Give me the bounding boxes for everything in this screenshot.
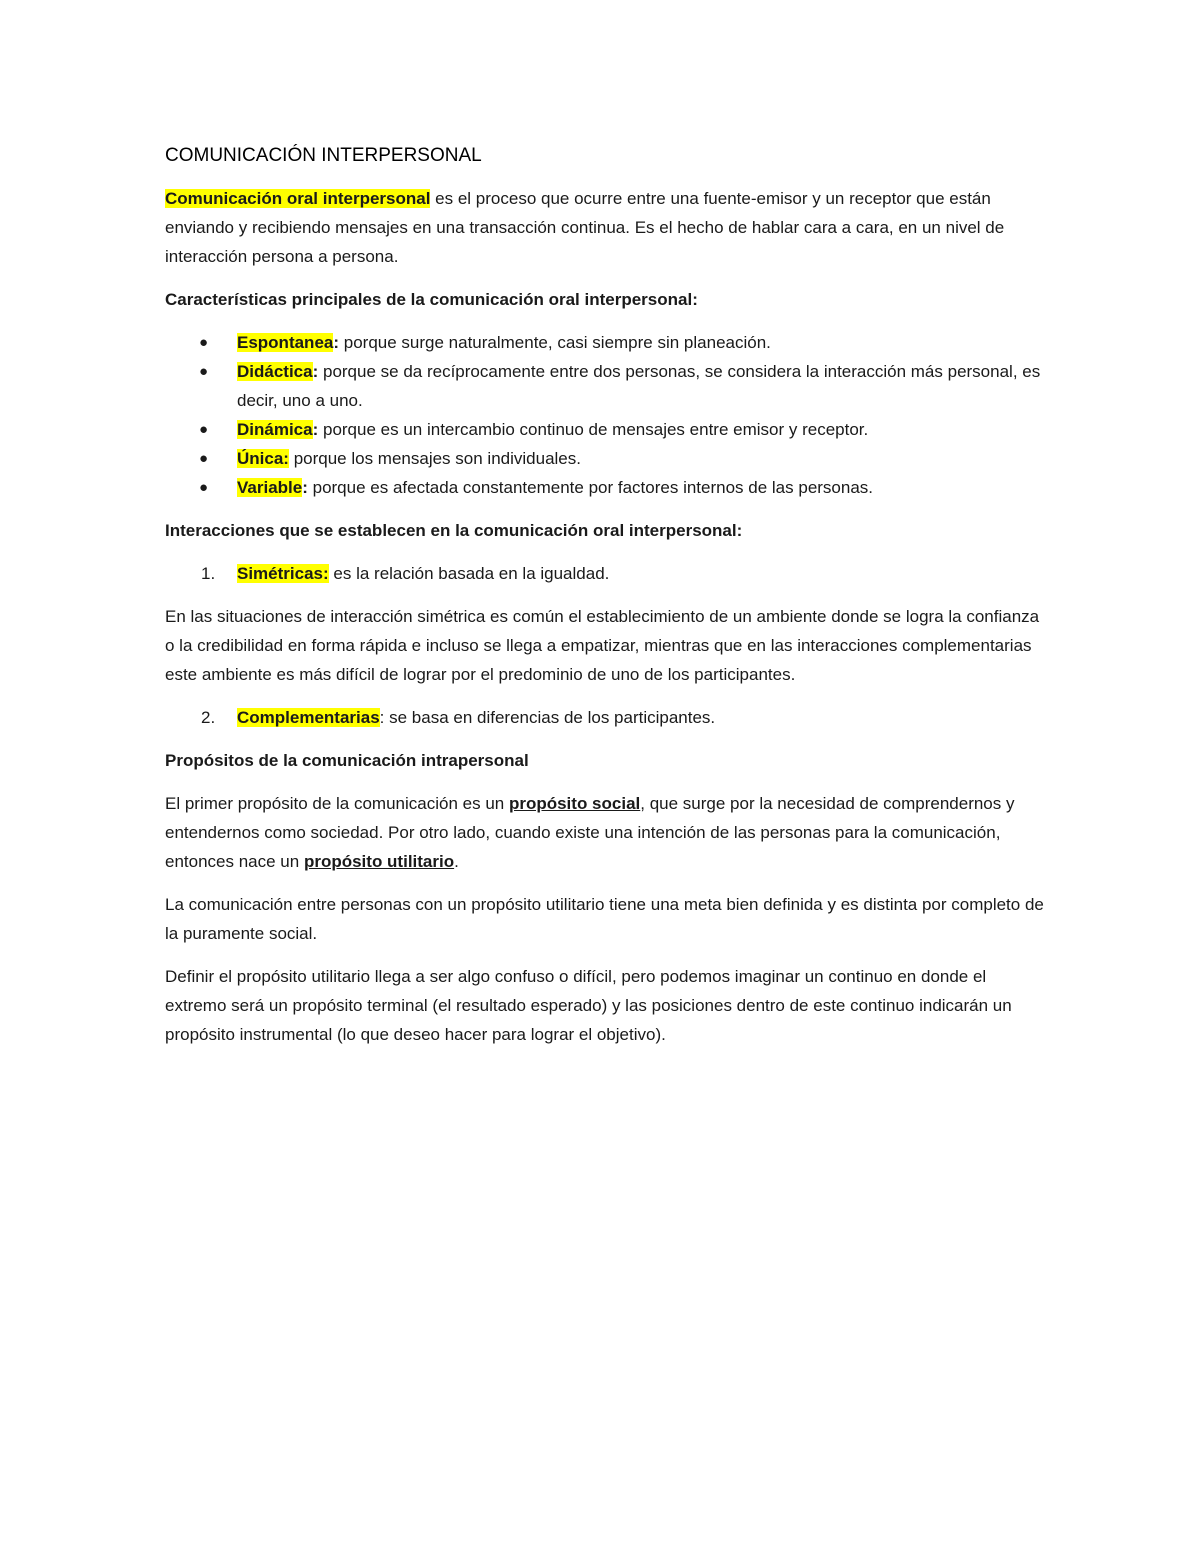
item-text: porque es afectada constantemente por factores internos de las personas. xyxy=(307,478,874,497)
document-page xyxy=(165,142,1045,1063)
item-text: porque los mensajes son individuales. xyxy=(288,449,581,468)
intro-term: Comunicación oral interpersonal xyxy=(165,189,431,208)
text-segment: El primer propósito de la comunicación es un xyxy=(165,794,509,813)
text-segment: , que surge por la necesidad de comprendernos y entendernos como sociedad. Por otro lado, cuando existe una intención de las personas para la comunicación, entonces nace un xyxy=(165,794,1015,871)
list-item xyxy=(165,559,1045,588)
list-item xyxy=(165,473,1045,502)
characteristics-list xyxy=(165,328,1045,502)
interactions-heading: Interacciones que se establecen en la comunicación oral interpersonal: xyxy=(165,521,743,540)
item-term: Única: xyxy=(237,449,289,468)
item-sep: : xyxy=(333,333,340,352)
item-text: porque se da recíprocamente entre dos personas, se considera la interacción más personal, es decir, uno a uno. xyxy=(237,362,1041,410)
item-text: es la relación basada en la igualdad. xyxy=(328,564,610,583)
item-text: porque es un intercambio continuo de mensajes entre emisor y receptor. xyxy=(318,420,869,439)
item-number: 2. xyxy=(201,708,216,727)
item-term: Complementarias xyxy=(237,708,380,727)
purposes-paragraph-3: Definir el propósito utilitario llega a ser algo confuso o difícil, pero podemos imaginar un continuo en donde el extremo será un propósito terminal (el resultado esperado) y las posiciones dentro de este continuo indicarán un propósito instrumental (lo que deseo hacer para lograr el objetivo). xyxy=(165,967,1012,1044)
item-number: 1. xyxy=(201,564,216,583)
list-item xyxy=(165,703,1045,732)
utilitarian-purpose-term: propósito utilitario xyxy=(303,852,455,871)
characteristics-heading: Características principales de la comunicación oral interpersonal: xyxy=(165,290,698,309)
list-item xyxy=(165,415,1045,444)
intro-text: es el proceso que ocurre entre una fuente-emisor y un receptor que están enviando y recibiendo mensajes en una transacción continua. Es el hecho de hablar cara a cara, en un nivel de interacción persona a persona. xyxy=(165,189,1005,266)
bullet-icon: ● xyxy=(199,363,209,380)
bullet-icon: ● xyxy=(199,334,209,351)
purposes-paragraph-2: La comunicación entre personas con un propósito utilitario tiene una meta bien definida y es distinta por completo de la puramente social. xyxy=(165,895,1044,943)
interactions-list-1 xyxy=(165,559,1045,588)
purposes-paragraph-1 xyxy=(165,789,1045,876)
interactions-list-2 xyxy=(165,703,1045,732)
item-term: Variable xyxy=(237,478,303,497)
item-text: porque surge naturalmente, casi siempre sin planeación. xyxy=(339,333,771,352)
list-item xyxy=(165,444,1045,473)
list-item xyxy=(165,328,1045,357)
purposes-heading: Propósitos de la comunicación intrapersonal xyxy=(165,751,529,770)
social-purpose-term: propósito social xyxy=(508,794,641,813)
item-term: Espontanea xyxy=(237,333,334,352)
text-segment: . xyxy=(454,852,459,871)
item-text: : se basa en diferencias de los participantes. xyxy=(379,708,716,727)
bullet-icon: ● xyxy=(199,450,209,467)
bullet-icon: ● xyxy=(199,479,209,496)
intro-paragraph xyxy=(165,184,1045,271)
item-sep: : xyxy=(312,420,319,439)
item-term: Didáctica xyxy=(237,362,313,381)
item-sep: : xyxy=(302,478,308,497)
item-term: Dinámica xyxy=(237,420,313,439)
bullet-icon: ● xyxy=(199,421,209,438)
item-sep: : xyxy=(312,362,319,381)
document-title: COMUNICACIÓN INTERPERSONAL xyxy=(165,145,482,166)
list-item xyxy=(165,357,1045,415)
symmetric-paragraph: En las situaciones de interacción simétrica es común el establecimiento de un ambiente donde se logra la confianza o la credibilidad en forma rápida e incluso se llega a empatizar, mientras que en las interacciones complementarias este ambiente es más difícil de lograr por el predominio de uno de los participantes. xyxy=(165,607,1040,684)
item-term: Simétricas: xyxy=(237,564,329,583)
